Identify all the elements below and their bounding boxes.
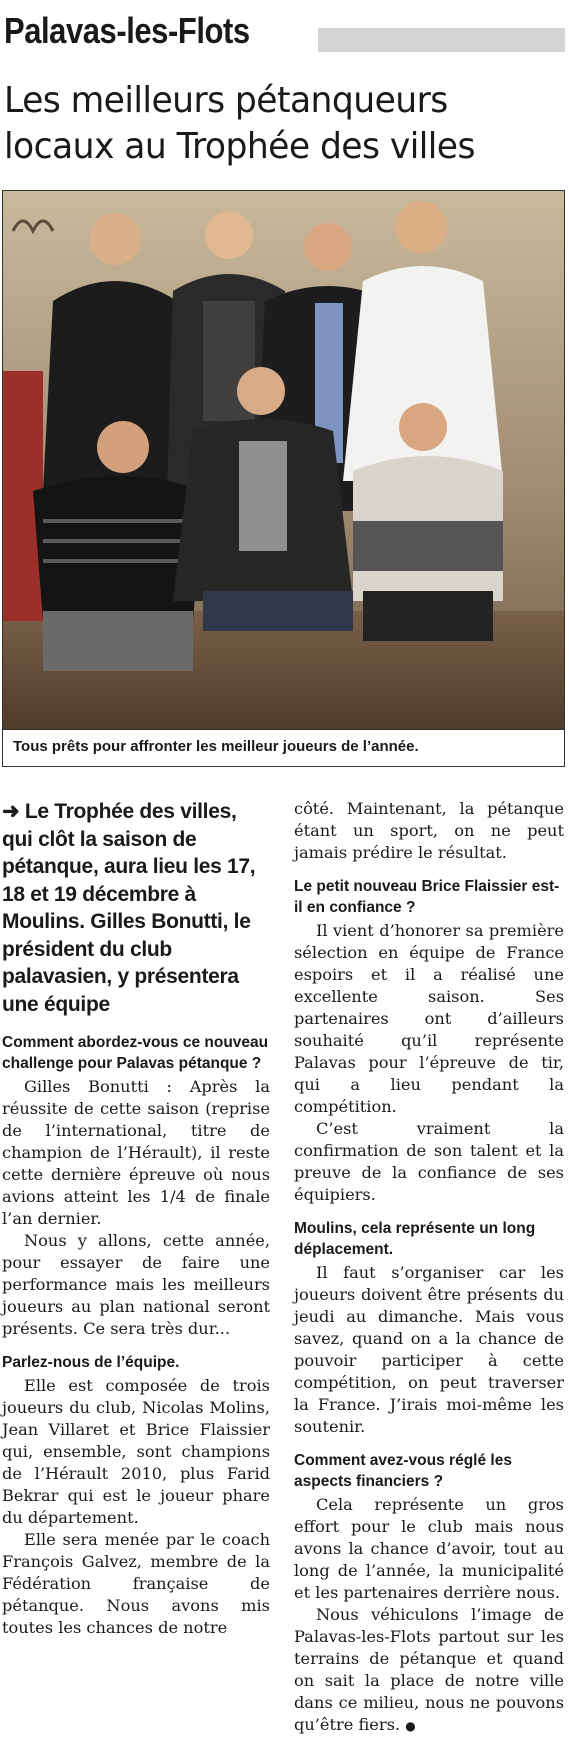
- question-5: Comment avez-vous réglé les aspects financiers ?: [294, 1452, 512, 1490]
- answer-5-paragraph-1: Cela représente un gros effort pour le club mais nous avons la chance d’avoir, tout au long de l’année, la municipalité et les partenaires derrière nous.: [294, 1495, 564, 1602]
- answer-5-paragraph-2-text: Nous véhiculons l’image de Palavas-les-Flots partout sur les terrains de pétanque et quand on sait la place de notre ville dans ce milieu, nous ne pouvons qu’être fiers.: [294, 1605, 564, 1734]
- section-rubric: [2, 4, 565, 58]
- answer-2-continued: côté. Maintenant, la pétanque étant un sport, on ne peut jamais prédire le résultat.: [294, 799, 564, 862]
- answer-3-paragraph-2: C’est vraiment la confirmation de son talent et la preuve de la confiance de ses équipiers.: [294, 1119, 564, 1204]
- answer-3-paragraph-1: Il vient d’honorer sa première sélection en équipe de France espoirs et il a réalisé une excellente saison. Ses partenaires ont d’ailleurs souhaité qu’il représente Palavas pour l’épreuve de tir, qui a lieu pendant la compétition.: [294, 921, 564, 1116]
- team-photo-illustration: [3, 191, 564, 729]
- answer-2-paragraph-1: Elle est composée de trois joueurs du club, Nicolas Molins, Jean Villaret et Brice Flaissier qui, ensemble, sont champions de l’Hérault 2010, plus Farid Bekrar qui est le joueur phare du département.: [2, 1376, 270, 1527]
- question-4: Moulins, cela représente un long déplacement.: [294, 1220, 536, 1258]
- answer-2-paragraph-2: Elle sera menée par le coach François Galvez, membre de la Fédération française de pétanque. Nous avons mis toutes les chances de notre: [2, 1530, 270, 1637]
- article-end-mark: ●: [405, 1719, 416, 1733]
- question-3: Le petit nouveau Brice Flaissier est-il en confiance ?: [294, 878, 560, 916]
- section-title: Palavas-les-Flots: [4, 10, 250, 51]
- answer-5-paragraph-2: [294, 1604, 564, 1737]
- team-photo: [2, 190, 565, 730]
- article-column-right: [294, 798, 564, 1737]
- question-2: Parlez-nous de l’équipe.: [2, 1354, 180, 1371]
- article-headline: Les meilleurs pétanqueurs locaux au Trophée des villes: [4, 80, 475, 167]
- article-lead: ➜ Le Trophée des villes, qui clôt la saison de pétanque, aura lieu les 17, 18 et 19 décembre à Moulins. Gilles Bonutti, le président du club palavasien, y présentera une équipe: [2, 800, 256, 1016]
- rubric-bar: [318, 28, 565, 52]
- article-column-left: [2, 798, 270, 1639]
- answer-4-paragraph-1: Il faut s’organiser car les joueurs doivent être présents du jeudi au dimanche. Mais vous savez, quand on a la chance de pouvoir participer à cette compétition, on peut traverser la France. J’irais moi-même les soutenir.: [294, 1263, 564, 1436]
- answer-1-paragraph-1: Gilles Bonutti : Après la réussite de cette saison (reprise de l’international, titre de champion de l’Hérault), il reste cette dernière épreuve où nous avions atteint les 1/4 de finale l’an dernier.: [2, 1077, 270, 1228]
- answer-1-paragraph-2: Nous y allons, cette année, pour essayer de faire une performance mais les meilleurs joueurs au plan national seront présents. Ce sera très dur...: [2, 1231, 270, 1338]
- question-1: Comment abordez-vous ce nouveau challenge pour Palavas pétanque ?: [2, 1034, 269, 1072]
- photo-caption: Tous prêts pour affronter les meilleur joueurs de l’année.: [2, 730, 565, 767]
